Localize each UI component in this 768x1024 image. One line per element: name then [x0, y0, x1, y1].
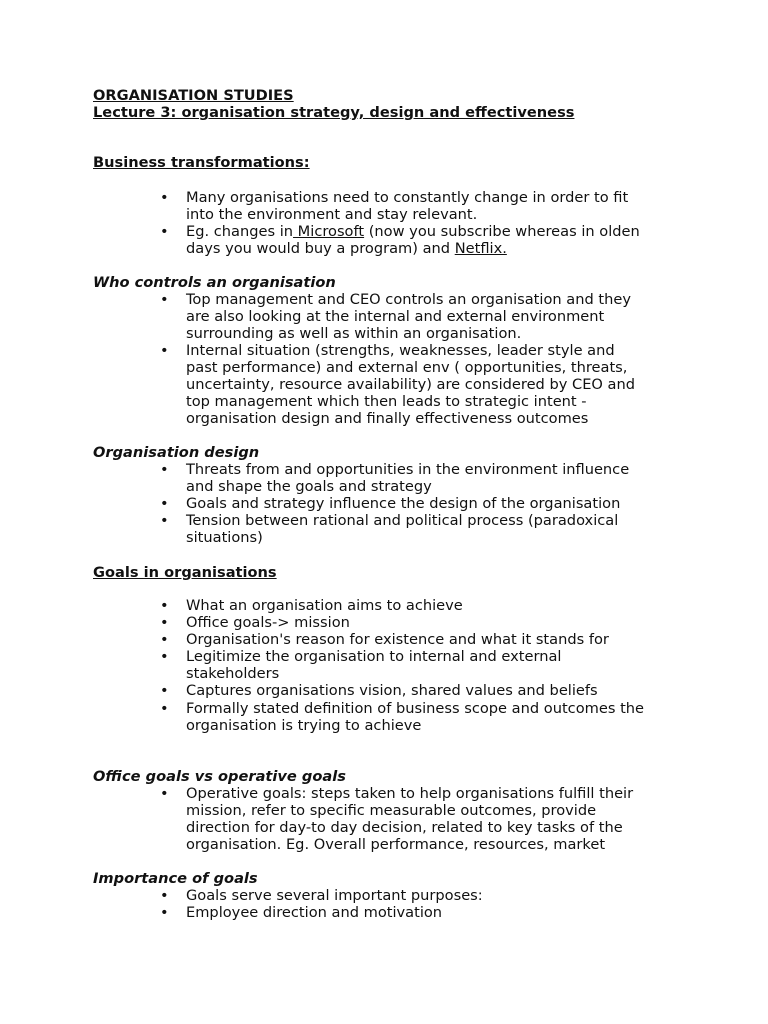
bullet-icon: •: [160, 785, 169, 802]
microsoft-link[interactable]: Microsoft: [293, 223, 365, 240]
controls-bullet-1-line-1: Top management and CEO controls an organisation and they: [186, 291, 631, 308]
business-bullet-1-line-1: Many organisations need to constantly change in order to fit: [186, 189, 629, 206]
netflix-link[interactable]: Netflix.: [454, 240, 507, 257]
bullet-icon: •: [160, 682, 169, 699]
bullet-icon: •: [160, 700, 169, 717]
design-bullet-1-line-1: Threats from and opportunities in the environment influence: [186, 461, 630, 478]
goals-bullet-4-line-2: stakeholders: [186, 665, 280, 682]
heading-importance-of-goals: Importance of goals: [93, 870, 258, 887]
heading-organisation-design: Organisation design: [93, 444, 260, 461]
bullet-icon: •: [160, 904, 169, 921]
heading-business-transformations: Business transformations:: [93, 154, 310, 171]
controls-bullet-2-line-3: uncertainty, resource availability) are considered by CEO and: [186, 376, 635, 393]
controls-bullet-2-line-4: top management which then leads to strategic intent -: [186, 393, 587, 410]
bullet-icon: •: [160, 631, 169, 648]
design-bullet-3-line-2: situations): [186, 529, 263, 546]
business-bullet-2-prefix: Eg. changes in: [186, 223, 294, 240]
goals-bullet-5: Captures organisations vision, shared values and beliefs: [186, 682, 598, 699]
goals-bullet-6-line-2: organisation is trying to achieve: [186, 717, 422, 734]
bullet-icon: •: [160, 597, 169, 614]
goals-bullet-1: What an organisation aims to achieve: [186, 597, 463, 614]
controls-bullet-2-line-2: past performance) and external env ( opportunities, threats,: [186, 359, 628, 376]
document-subtitle: Lecture 3: organisation strategy, design and effectiveness: [93, 104, 575, 121]
bullet-icon: •: [160, 342, 169, 359]
heading-goals-in-organisations: Goals in organisations: [93, 564, 277, 581]
heading-office-vs-operative-goals: Office goals vs operative goals: [93, 768, 346, 785]
bullet-icon: •: [160, 189, 169, 206]
goals-bullet-2: Office goals-> mission: [186, 614, 350, 631]
business-bullet-2-line-2: [186, 240, 507, 257]
bullet-icon: •: [160, 614, 169, 631]
office-bullet-1-line-4: organisation. Eg. Overall performance, resources, market: [186, 836, 606, 853]
design-bullet-3-line-1: Tension between rational and political process (paradoxical: [186, 512, 619, 529]
goals-bullet-3: Organisation's reason for existence and what it stands for: [186, 631, 609, 648]
bullet-icon: •: [160, 495, 169, 512]
controls-bullet-2-line-5: organisation design and finally effectiveness outcomes: [186, 410, 589, 427]
importance-bullet-2: Employee direction and motivation: [186, 904, 443, 921]
bullet-icon: •: [160, 291, 169, 308]
bullet-icon: •: [160, 648, 169, 665]
business-bullet-1-line-2: into the environment and stay relevant.: [186, 206, 478, 223]
controls-bullet-1-line-2: are also looking at the internal and external environment: [186, 308, 605, 325]
office-bullet-1-line-2: mission, refer to specific measurable outcomes, provide: [186, 802, 597, 819]
office-bullet-1-line-1: Operative goals: steps taken to help organisations fulfill their: [186, 785, 634, 802]
importance-bullet-1: Goals serve several important purposes:: [186, 887, 483, 904]
controls-bullet-2-line-1: Internal situation (strengths, weaknesses, leader style and: [186, 342, 615, 359]
business-bullet-2-line-1: [186, 223, 640, 240]
goals-bullet-4-line-1: Legitimize the organisation to internal and external: [186, 648, 562, 665]
bullet-icon: •: [160, 461, 169, 478]
business-bullet-2-line-2-text: days you would buy a program) and: [186, 240, 455, 257]
business-bullet-2-middle: (now you subscribe whereas in olden: [364, 223, 640, 240]
bullet-icon: •: [160, 512, 169, 529]
design-bullet-1-line-2: and shape the goals and strategy: [186, 478, 432, 495]
office-bullet-1-line-3: direction for day-to day decision, related to key tasks of the: [186, 819, 623, 836]
heading-who-controls: Who controls an organisation: [93, 274, 336, 291]
controls-bullet-1-line-3: surrounding as well as within an organisation.: [186, 325, 522, 342]
design-bullet-2: Goals and strategy influence the design of the organisation: [186, 495, 621, 512]
document-title: ORGANISATION STUDIES: [93, 87, 294, 104]
goals-bullet-6-line-1: Formally stated definition of business scope and outcomes the: [186, 700, 645, 717]
bullet-icon: •: [160, 887, 169, 904]
bullet-icon: •: [160, 223, 169, 240]
